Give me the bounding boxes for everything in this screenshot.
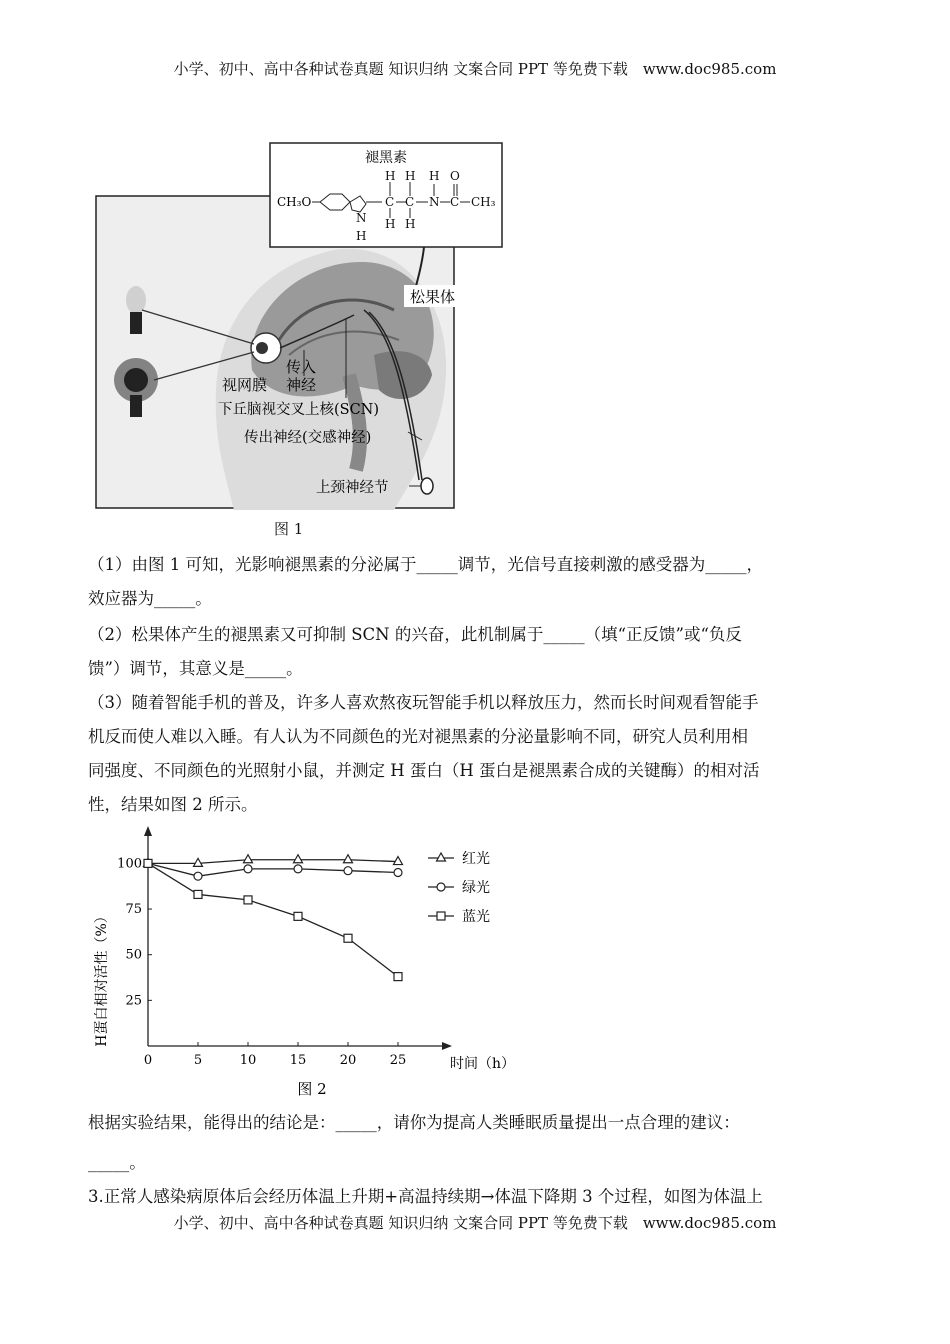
figure-1-illustration	[94, 140, 496, 540]
y-tick-label: 25	[125, 993, 142, 1009]
legend-label: 绿光	[462, 880, 490, 896]
chart-x-label: 时间（h）	[450, 1056, 516, 1072]
question-1-line-1: （1）由图 1 可知，光影响褪黑素的分泌属于_____调节，光信号直接刺激的感受器为_____，	[88, 555, 763, 574]
label-scn: 下丘脑视交叉上核(SCN)	[218, 402, 380, 418]
svg-text:C: C	[405, 195, 415, 209]
svg-text:N: N	[356, 211, 367, 225]
x-tick-label: 0	[143, 1053, 153, 1068]
legend-marker	[437, 853, 446, 861]
data-point-circle	[394, 869, 402, 877]
data-point-circle	[294, 865, 302, 873]
page-footer: 小学、初中、高中各种试卷真题 知识归纳 文案合同 PPT 等免费下载 www.doc985.com	[173, 1214, 777, 1232]
y-axis-arrow	[144, 826, 152, 836]
question-3-line-4: 性，结果如图 2 所示。	[88, 795, 258, 814]
y-tick-label: 100	[117, 856, 142, 872]
data-point-square	[294, 912, 302, 920]
chart-y-label: H蛋白相对活性（%）	[94, 909, 110, 1047]
svg-text:H: H	[405, 169, 416, 183]
y-tick-label: 50	[125, 947, 142, 963]
svg-text:N: N	[429, 195, 440, 209]
data-point-triangle	[194, 858, 203, 866]
data-point-square	[244, 896, 252, 904]
legend-marker	[437, 912, 445, 920]
svg-text:H: H	[356, 229, 367, 243]
series-line-circle	[148, 863, 398, 876]
label-pineal: 松果体	[410, 288, 456, 306]
data-point-square	[394, 973, 402, 981]
data-point-triangle	[294, 855, 303, 863]
label-ganglion: 上颈神经节	[316, 480, 389, 496]
legend-label: 红光	[462, 851, 490, 867]
label-efferent: 传出神经(交感神经)	[244, 430, 372, 446]
svg-text:CH₃: CH₃	[471, 195, 496, 209]
svg-text:C: C	[450, 195, 460, 209]
data-point-triangle	[394, 857, 403, 865]
figure-1-caption: 图 1	[274, 520, 304, 538]
x-tick-label: 10	[239, 1053, 257, 1068]
question-3-line-3: 同强度、不同颜色的光照射小鼠，并测定 H 蛋白（H 蛋白是褪黑素合成的关键酶）的相对活	[88, 761, 760, 780]
molecule-title: 褪黑素	[365, 150, 407, 166]
data-point-square	[344, 934, 352, 942]
conclusion-line-2: _____。	[88, 1153, 146, 1172]
svg-text:O: O	[450, 169, 460, 183]
question-3-line-1: （3）随着智能手机的普及，许多人喜欢熬夜玩智能手机以释放压力，然而长时间观看智能手	[88, 693, 759, 712]
question-1-line-2: 效应器为_____。	[88, 589, 212, 608]
legend-label: 蓝光	[462, 909, 490, 925]
series-line-triangle	[148, 860, 398, 864]
x-tick-label: 15	[289, 1053, 307, 1068]
molecule-formula-left: CH₃O	[277, 195, 312, 209]
data-point-circle	[344, 867, 352, 875]
data-point-square	[194, 890, 202, 898]
question-3-line-2: 机反而使人难以入睡。有人认为不同颜色的光对褪黑素的分泌量影响不同，研究人员利用相	[88, 727, 748, 746]
x-axis-arrow	[442, 1042, 452, 1050]
x-tick-label: 5	[193, 1053, 203, 1068]
svg-text:H: H	[429, 169, 440, 183]
label-afferent-2: 神经	[286, 376, 317, 394]
question-2-line-2: 馈”）调节，其意义是_____。	[88, 659, 303, 678]
label-afferent: 传入	[286, 358, 317, 376]
page-header: 小学、初中、高中各种试卷真题 知识归纳 文案合同 PPT 等免费下载 www.doc985.com	[173, 60, 777, 78]
label-retina: 视网膜	[222, 376, 268, 394]
figure-1	[94, 140, 496, 544]
series-line-square	[148, 863, 398, 976]
data-point-triangle	[344, 855, 353, 863]
conclusion-line-1: 根据实验结果，能得出的结论是：_____，请你为提高人类睡眠质量提出一点合理的建议：	[88, 1113, 740, 1132]
legend-marker	[437, 883, 445, 891]
figure-2-chart	[90, 828, 550, 1112]
svg-text:H: H	[385, 217, 396, 231]
x-tick-label: 20	[339, 1053, 357, 1068]
svg-text:C: C	[385, 195, 395, 209]
chart-caption: 图 2	[297, 1080, 327, 1098]
question-next: 3.正常人感染病原体后会经历体温上升期+高温持续期→体温下降期 3 个过程，如图为体温上	[88, 1187, 763, 1206]
chart-svg	[90, 828, 550, 1108]
data-point-circle	[244, 865, 252, 873]
x-tick-label: 25	[389, 1053, 407, 1068]
data-point-circle	[194, 872, 202, 880]
svg-text:H: H	[385, 169, 396, 183]
svg-text:H: H	[405, 217, 416, 231]
data-point-square	[144, 859, 152, 867]
y-tick-label: 75	[125, 902, 142, 918]
question-2-line-1: （2）松果体产生的褪黑素又可抑制 SCN 的兴奋，此机制属于_____（填“正反馈”或“负反	[88, 625, 742, 644]
data-point-triangle	[244, 855, 253, 863]
